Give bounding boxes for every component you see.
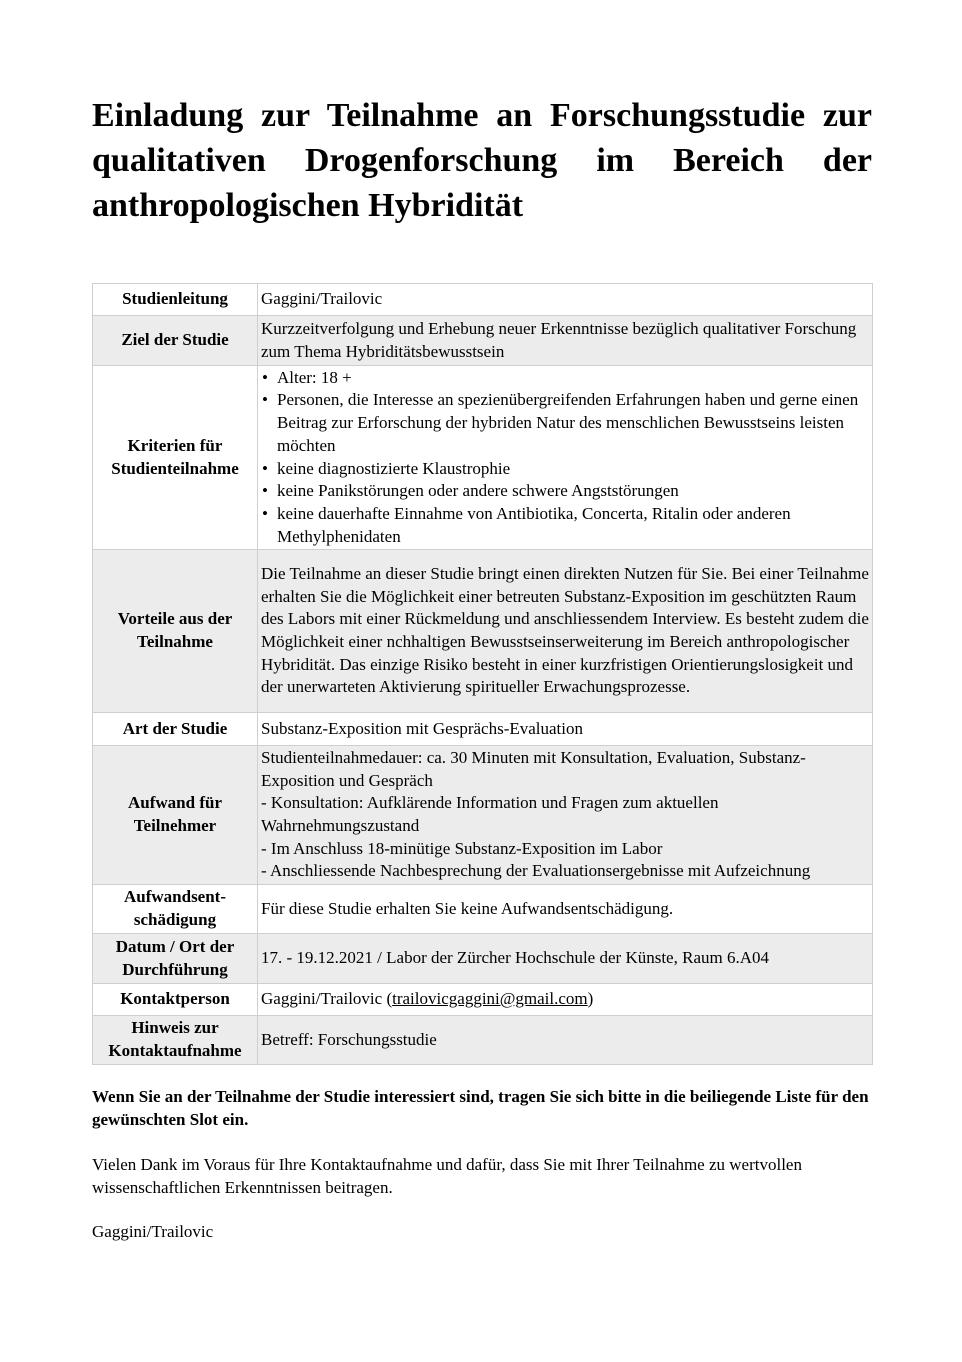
closing-thanks: Vielen Dank im Voraus für Ihre Kontaktaufnahme und dafür, dass Sie mit Ihrer Teilnahme zu wertvollen wissenschaftlichen Erkenntnissen beitragen.	[92, 1155, 802, 1197]
aufwand-line: - Anschliessende Nachbesprechung der Evaluationsergebnisse mit Aufzeichnung	[261, 861, 811, 881]
criteria-item: • Alter: 18 +	[277, 367, 870, 390]
criteria-item: • keine dauerhafte Einnahme von Antibiotika, Concerta, Ritalin oder anderen Methylphenidaten	[277, 503, 870, 548]
criteria-item: • keine Panikstörungen oder andere schwere Angststörungen	[277, 480, 870, 503]
value-vorteile: Die Teilnahme an dieser Studie bringt einen direkten Nutzen für Sie. Bei einer Teilnahme erhalten Sie die Möglichkeit einer betreuten Substanz-Exposition im geschützten Raum des Labors mit einer Rückmeldung und anschliessendem Interview. Es besteht zudem die Möglichkeit einer nchhaltigen Bewusstseinserweiterung im Bereich anthropologischer Hybridität. Das einzige Risiko besteht in einer kurzfristigen Orientierungslosigkeit und der unerwarteten Aktivierung spiritueller Erwachungsprozesse.	[258, 550, 873, 713]
label-ziel: Ziel der Studie	[93, 316, 258, 366]
aufwand-line: Studienteilnahmedauer: ca. 30 Minuten mit Konsultation, Evaluation, Substanz-Exposition und Gespräch	[261, 747, 806, 790]
row-vorteile	[93, 550, 873, 713]
aufwand-line: - Konsultation: Aufklärende Information und Fragen zum aktuellen Wahrnehmungszustand	[261, 793, 719, 835]
criteria-item: • keine diagnostizierte Klaustrophie	[277, 458, 870, 481]
contact-email-link[interactable]: trailovicgaggini@gmail.com	[392, 989, 588, 1009]
value-kontakt	[258, 984, 873, 1016]
label-studienleitung: Studienleitung	[93, 284, 258, 316]
label-hinweis: Hinweis zur Kontaktaufnahme	[93, 1016, 258, 1065]
row-kriterien	[93, 366, 873, 550]
row-ziel	[93, 316, 873, 366]
contact-name: Gaggini/Trailovic	[261, 989, 383, 1009]
value-hinweis: Betreff: Forschungsstudie	[258, 1016, 873, 1065]
label-kriterien: Kriterien für Studienteilnahme	[93, 366, 258, 550]
row-hinweis	[93, 1016, 873, 1065]
row-studienleitung	[93, 284, 873, 316]
criteria-item: • Personen, die Interesse an spezienübergreifenden Erfahrungen haben und gerne einen Beitrag zur Erforschung der hybriden Natur des menschlichen Bewusstseins leisten möchten	[277, 389, 870, 457]
label-kontakt: Kontaktperson	[93, 984, 258, 1016]
aufwand-line: - Im Anschluss 18-minütige Substanz-Exposition im Labor	[261, 838, 663, 858]
page-title: Einladung zur Teilnahme an Forschungsstudie zur qualitativen Drogenforschung im Bereich der anthropologischen Hybridität	[92, 97, 872, 224]
criteria-list	[261, 367, 870, 549]
value-art: Substanz-Exposition mit Gesprächs-Evaluation	[258, 713, 873, 746]
row-entschaedigung	[93, 885, 873, 934]
value-kriterien	[258, 366, 873, 550]
row-art	[93, 713, 873, 746]
row-kontakt	[93, 984, 873, 1016]
label-datum: Datum / Ort der Durchführung	[93, 934, 258, 984]
value-ziel: Kurzzeitverfolgung und Erhebung neuer Erkenntnisse bezüglich qualitativer Forschung zum Thema Hybriditätsbewusstsein	[258, 316, 873, 366]
label-entschaedigung-line2: schädigung	[133, 910, 217, 929]
closing-instruction: Wenn Sie an der Teilnahme der Studie interessiert sind, tragen Sie sich bitte in die beiliegende Liste für den gewünschten Slot ein.	[92, 1087, 869, 1129]
label-art: Art der Studie	[93, 713, 258, 746]
label-entschaedigung-line1: Aufwandsent-	[123, 887, 227, 907]
value-entschaedigung: Für diese Studie erhalten Sie keine Aufwandsentschädigung.	[258, 885, 873, 934]
label-entschaedigung	[93, 885, 258, 934]
signature: Gaggini/Trailovic	[92, 1222, 214, 1241]
contact-paren-open: (	[382, 989, 393, 1009]
value-studienleitung: Gaggini/Trailovic	[258, 284, 873, 316]
row-aufwand	[93, 746, 873, 885]
label-aufwand: Aufwand für Teilnehmer	[93, 746, 258, 885]
label-vorteile: Vorteile aus der Teilnahme	[93, 550, 258, 713]
row-datum	[93, 934, 873, 984]
study-info-table	[92, 283, 873, 1065]
value-datum: 17. - 19.12.2021 / Labor der Zürcher Hochschule der Künste, Raum 6.A04	[258, 934, 873, 984]
value-aufwand	[258, 746, 873, 885]
contact-paren-close: )	[587, 989, 594, 1009]
